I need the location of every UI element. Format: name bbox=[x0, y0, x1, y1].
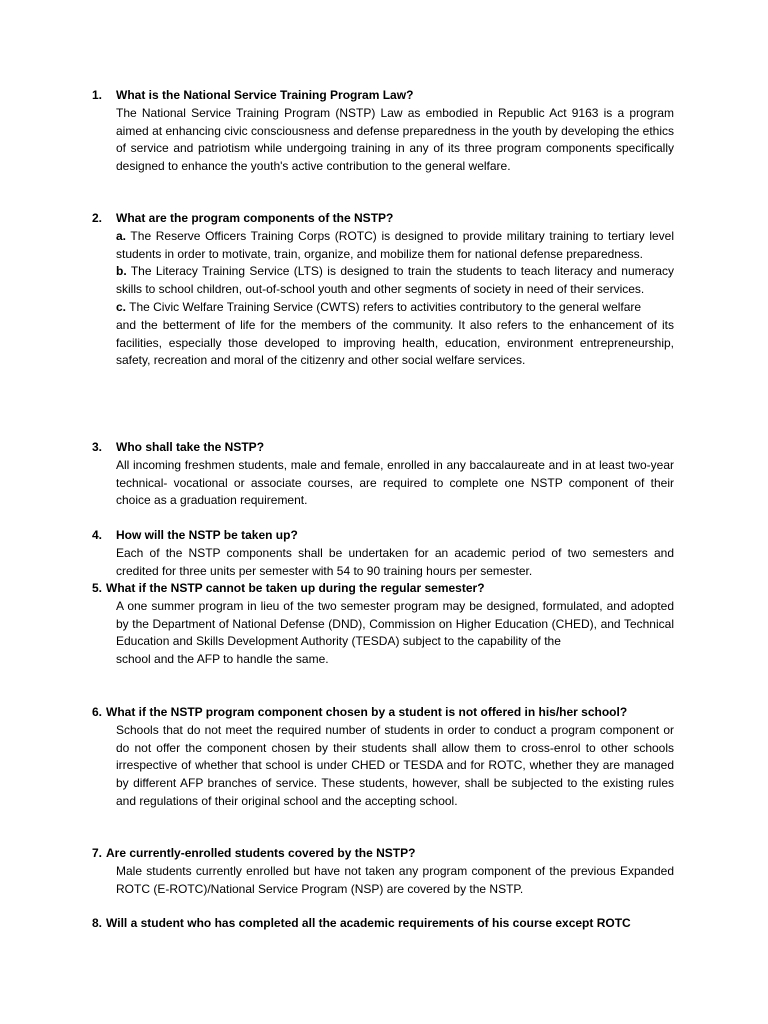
answer-body bbox=[116, 863, 674, 899]
answer-body bbox=[116, 598, 674, 669]
component-item-a bbox=[116, 228, 674, 264]
question-number: 7. bbox=[92, 846, 103, 860]
question-heading bbox=[92, 845, 674, 863]
question-title: What are the program components of the NSTP? bbox=[116, 211, 394, 225]
question-6 bbox=[92, 704, 674, 811]
answer-text: Male students currently enrolled but have not taken any program component of the previous Expanded ROTC (E-ROTC)/National Service Program (NSP) are covered by the NSTP. bbox=[116, 863, 674, 896]
answer-text: A one summer program in lieu of the two semester program may be designed, formulated, and adopted by the Department of National Defense (DND), Commission on Higher Education (CHED), and Technical Education and Skills Development Authority (TESDA) subject to the capability of the bbox=[116, 598, 674, 649]
question-title: Who shall take the NSTP? bbox=[116, 440, 265, 454]
answer-text: All incoming freshmen students, male and female, enrolled in any baccalaureate and in at least two-year technical- vocational or associate courses, are required to complete one NSTP component of their choice as a graduation requirement. bbox=[116, 457, 674, 508]
question-5 bbox=[92, 580, 674, 669]
question-3 bbox=[92, 439, 674, 510]
question-heading bbox=[92, 915, 674, 933]
question-title: What if the NSTP program component chosen by a student is not offered in his/her school? bbox=[106, 705, 628, 719]
question-number: 4. bbox=[92, 528, 103, 542]
question-title: What if the NSTP cannot be taken up during the regular semester? bbox=[106, 581, 485, 595]
item-text: The Civic Welfare Training Service (CWTS) refers to activities contributory to the general welfare bbox=[126, 299, 642, 314]
item-letter: c. bbox=[116, 299, 127, 314]
question-heading bbox=[92, 210, 674, 228]
item-letter: a. bbox=[116, 228, 127, 243]
answer-text: The National Service Training Program (NSTP) Law as embodied in Republic Act 9163 is a program aimed at enhancing civic consciousness and defense preparedness in the youth by developing the ethics of service and patriotism while undergoing training in any of its three program components specifically designed to enhance the youth's active contribution to the general welfare. bbox=[116, 105, 674, 174]
question-1 bbox=[92, 87, 674, 176]
component-item-c bbox=[116, 299, 674, 317]
question-number: 6. bbox=[92, 705, 103, 719]
question-title: What is the National Service Training Program Law? bbox=[116, 88, 414, 102]
answer-body bbox=[116, 228, 674, 370]
question-number: 3. bbox=[92, 440, 103, 454]
question-title: How will the NSTP be taken up? bbox=[116, 528, 298, 542]
question-8 bbox=[92, 915, 674, 933]
answer-continuation: school and the AFP to handle the same. bbox=[116, 652, 329, 667]
question-heading bbox=[92, 580, 674, 598]
question-number: 1. bbox=[92, 88, 103, 102]
answer-body bbox=[116, 105, 674, 176]
question-4 bbox=[92, 527, 674, 580]
answer-body bbox=[116, 545, 674, 581]
question-heading bbox=[92, 527, 674, 545]
question-number: 5. bbox=[92, 581, 103, 595]
question-number: 2. bbox=[92, 211, 103, 225]
answer-text: Each of the NSTP components shall be undertaken for an academic period of two semesters and credited for three units per semester with 54 to 90 training hours per semester. bbox=[116, 545, 674, 578]
answer-continuation: and the betterment of life for the members of the community. It also refers to the enhancement of its facilities, especially those developed to improving health, education, environment entrepreneurship, safety, recreation and moral of the citizenry and other social welfare services. bbox=[116, 317, 674, 368]
item-letter: b. bbox=[116, 264, 127, 279]
question-heading bbox=[92, 704, 674, 722]
item-text: The Reserve Officers Training Corps (ROTC) is designed to provide military training to tertiary level students in order to motivate, train, organize, and mobilize them for national defense preparedness. bbox=[116, 228, 674, 261]
question-heading bbox=[92, 87, 674, 105]
answer-body bbox=[116, 457, 674, 510]
question-title: Are currently-enrolled students covered by the NSTP? bbox=[106, 846, 416, 860]
component-item-b bbox=[116, 263, 674, 299]
question-heading bbox=[92, 439, 674, 457]
question-7 bbox=[92, 845, 674, 898]
item-text: The Literacy Training Service (LTS) is designed to train the students to teach literacy and numeracy skills to school children, out-of-school youth and other segments of society in need of their services. bbox=[116, 264, 674, 297]
answer-text: Schools that do not meet the required number of students in order to conduct a program component or do not offer the component chosen by their students shall allow them to cross-enrol to other schools irrespective of whether that school is under CHED or TESDA and for ROTC, whether they are managed by different AFP branches of service. These students, however, shall be subjected to the existing rules and regulations of their original school and the accepting school. bbox=[116, 722, 674, 808]
answer-body bbox=[116, 722, 674, 811]
question-number: 8. bbox=[92, 916, 103, 930]
question-2 bbox=[92, 210, 674, 370]
question-title: Will a student who has completed all the academic requirements of his course except ROTC bbox=[106, 916, 631, 930]
